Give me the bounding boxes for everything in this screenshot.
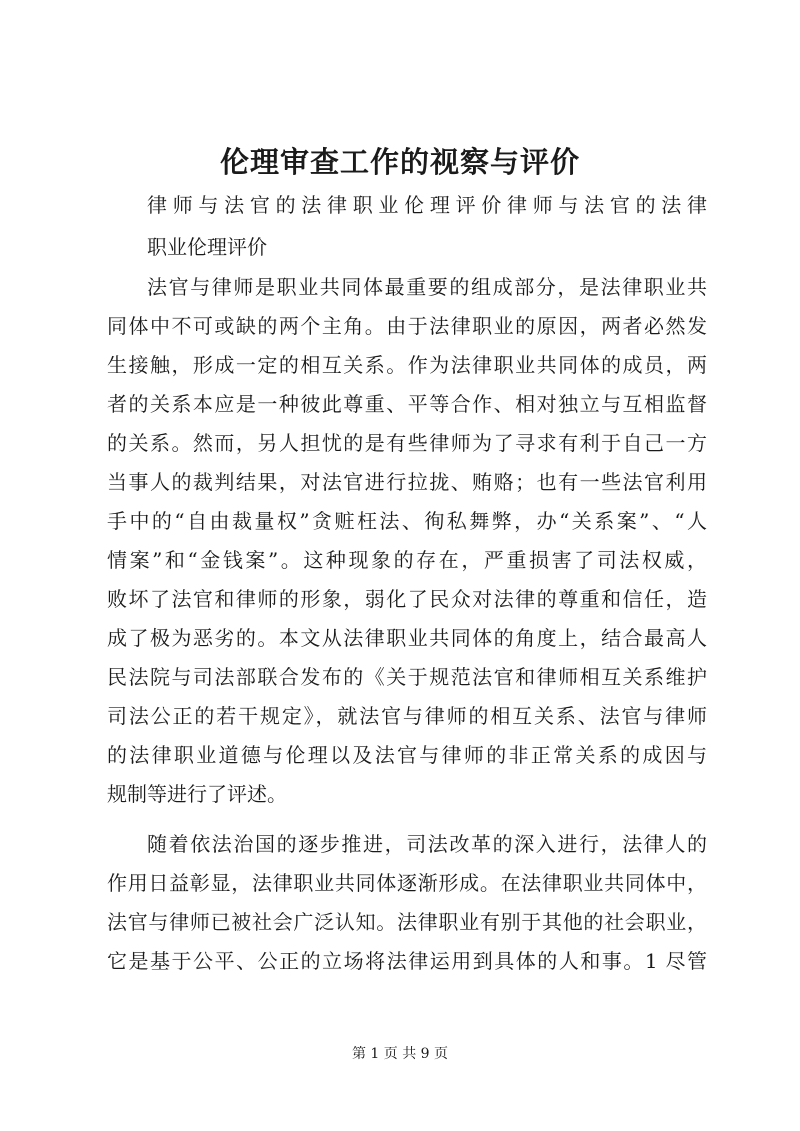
paragraph-line: 生接触，形成一定的相互关系。作为法律职业共同体的成员，两: [107, 353, 707, 377]
paragraph-line: 民法院与司法部联合发布的《关于规范法官和律师相互关系维护: [107, 665, 707, 689]
paragraph-line: 败坏了法官和律师的形象，弱化了民众对法律的尊重和信任，造: [107, 587, 707, 611]
paragraph-line: 当事人的裁判结果，对法官进行拉拢、贿赂；也有一些法官利用: [107, 470, 707, 494]
paragraph-line: 法官与律师已被社会广泛认知。法律职业有别于其他的社会职业，: [107, 910, 707, 934]
paragraph-line: 的关系。然而，另人担忧的是有些律师为了寻求有利于自己一方: [107, 431, 707, 455]
paragraph-line: 法官与律师是职业共同体最重要的组成部分，是法律职业共: [147, 275, 707, 299]
paragraph-line: 手中的“自由裁量权”贪赃枉法、徇私舞弊，办“关系案”、“人: [107, 509, 707, 533]
page-number-footer: 第 1 页 共 9 页: [351, 1046, 449, 1062]
paragraph-line: 司法公正的若干规定》，就法官与律师的相互关系、法官与律师: [107, 704, 707, 728]
paragraph-line: 同体中不可或缺的两个主角。由于法律职业的原因，两者必然发: [107, 314, 707, 338]
paragraph-line: 者的关系本应是一种彼此尊重、平等合作、相对独立与互相监督: [107, 392, 707, 416]
subtitle-line: 律师与法官的法律职业伦理评价律师与法官的法律: [147, 193, 707, 217]
paragraph-line: 随着依法治国的逐步推进，司法改革的深入进行，法律人的: [147, 832, 707, 856]
paragraph-line: 的法律职业道德与伦理以及法官与律师的非正常关系的成因与: [107, 743, 707, 767]
paragraph-line: 成了极为恶劣的。本文从法律职业共同体的角度上，结合最高人: [107, 626, 707, 650]
paragraph-line: 作用日益彰显，法律职业共同体逐渐形成。在法律职业共同体中，: [107, 871, 707, 895]
paragraph-line: 规制等进行了评述。: [107, 782, 287, 806]
document-title: 伦理审查工作的视察与评价: [219, 145, 580, 179]
paragraph-line: 情案”和“金钱案”。这种现象的存在，严重损害了司法权威，: [107, 548, 707, 572]
paragraph-line: 它是基于公平、公正的立场将法律运用到具体的人和事。1 尽管: [107, 949, 707, 973]
subtitle-line: 职业伦理评价: [147, 235, 267, 259]
